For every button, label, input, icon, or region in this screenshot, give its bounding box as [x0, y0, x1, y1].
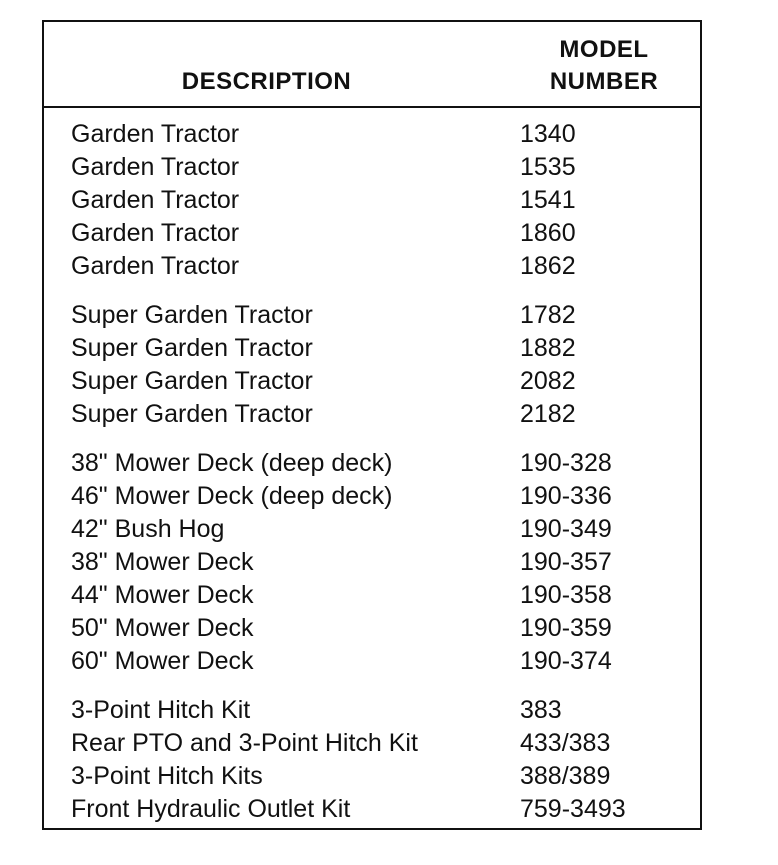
model-number-cell: 190-328: [520, 449, 612, 477]
description-cell: 46" Mower Deck (deep deck): [71, 482, 393, 510]
model-number-cell: 1782: [520, 301, 576, 329]
table-row: [44, 480, 700, 513]
table-row: [44, 250, 700, 283]
table-row: [44, 760, 700, 793]
description-cell: Rear PTO and 3-Point Hitch Kit: [71, 729, 418, 757]
description-cell: 44" Mower Deck: [71, 581, 254, 609]
table-row: [44, 727, 700, 760]
model-number-cell: 1340: [520, 120, 576, 148]
table-row: [44, 579, 700, 612]
model-number-cell: 1882: [520, 334, 576, 362]
row-group: [44, 118, 700, 283]
model-number-cell: 190-336: [520, 482, 612, 510]
row-group: [44, 447, 700, 678]
model-number-cell: 759-3493: [520, 795, 626, 823]
table-row: [44, 151, 700, 184]
model-number-cell: 1860: [520, 219, 576, 247]
description-cell: Super Garden Tractor: [71, 400, 313, 428]
description-cell: Garden Tractor: [71, 252, 240, 280]
table-row: [44, 694, 700, 727]
model-number-cell: 2082: [520, 367, 576, 395]
description-cell: Garden Tractor: [71, 120, 240, 148]
model-header-line-2: NUMBER: [549, 68, 659, 95]
description-cell: Super Garden Tractor: [71, 367, 313, 395]
description-column-header: DESCRIPTION: [181, 68, 352, 95]
description-cell: Garden Tractor: [71, 186, 240, 214]
model-number-cell: 383: [520, 696, 562, 724]
description-cell: Front Hydraulic Outlet Kit: [71, 795, 351, 823]
table-row: [44, 118, 700, 151]
description-cell: Super Garden Tractor: [71, 334, 313, 362]
description-cell: 3-Point Hitch Kits: [71, 762, 263, 790]
table-row: [44, 365, 700, 398]
model-number-cell: 433/383: [520, 729, 611, 757]
description-cell: 3-Point Hitch Kit: [71, 696, 251, 724]
table-row: [44, 332, 700, 365]
model-number-cell: 190-374: [520, 647, 612, 675]
description-cell: 38" Mower Deck: [71, 548, 254, 576]
table-body: [44, 118, 700, 842]
table-row: [44, 447, 700, 480]
description-cell: 50" Mower Deck: [71, 614, 254, 642]
model-number-cell: 190-358: [520, 581, 612, 609]
model-number-cell: 1862: [520, 252, 576, 280]
table-row: [44, 184, 700, 217]
table-row: [44, 513, 700, 546]
description-cell: 42" Bush Hog: [71, 515, 225, 543]
model-header-line-1: MODEL: [559, 36, 649, 63]
description-cell: Super Garden Tractor: [71, 301, 313, 329]
model-number-cell: 1535: [520, 153, 576, 181]
model-number-column-header: [524, 34, 684, 98]
description-cell: Garden Tractor: [71, 153, 240, 181]
description-cell: 38" Mower Deck (deep deck): [71, 449, 393, 477]
model-number-cell: 190-349: [520, 515, 612, 543]
row-group: [44, 299, 700, 431]
model-number-cell: 190-357: [520, 548, 612, 576]
table-row: [44, 299, 700, 332]
model-number-cell: 388/389: [520, 762, 611, 790]
table-row: [44, 612, 700, 645]
model-number-cell: 190-359: [520, 614, 612, 642]
model-number-cell: 1541: [520, 186, 576, 214]
parts-table: [42, 20, 702, 830]
table-row: [44, 217, 700, 250]
description-cell: Garden Tractor: [71, 219, 240, 247]
table-row: [44, 546, 700, 579]
description-cell: 60" Mower Deck: [71, 647, 254, 675]
table-row: [44, 398, 700, 431]
model-number-cell: 2182: [520, 400, 576, 428]
table-header: [44, 22, 700, 108]
row-group: [44, 694, 700, 826]
table-row: [44, 645, 700, 678]
table-row: [44, 793, 700, 826]
